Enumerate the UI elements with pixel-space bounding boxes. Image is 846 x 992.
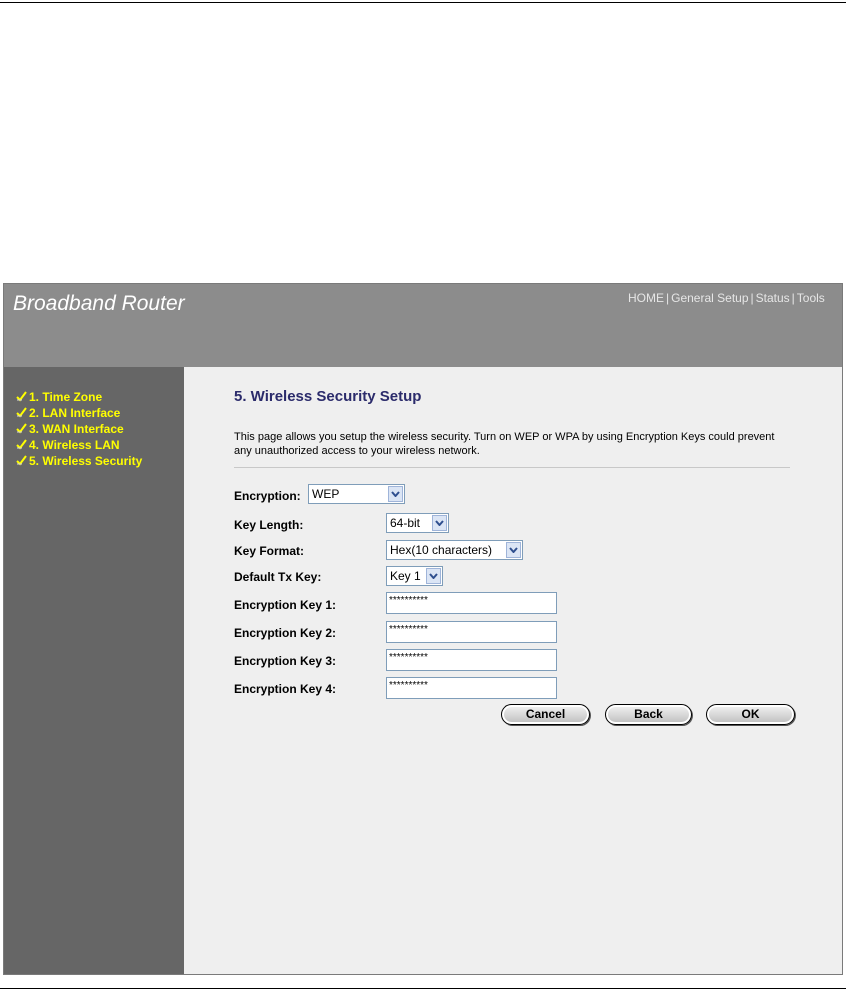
checkmark-icon [16,423,27,434]
nav-home-link[interactable]: HOME [628,291,664,305]
encryption-key-1-label: Encryption Key 1: [234,598,337,612]
checkmark-icon [16,455,27,466]
checkmark-icon [16,407,27,418]
sidebar-item-wireless-lan[interactable] [16,438,120,452]
encryption-key-2-field[interactable] [386,621,557,643]
nav-general-setup-link[interactable]: General Setup [671,291,749,305]
key-format-label: Key Format: [234,544,305,558]
encryption-key-1-value: ********** [389,595,428,606]
checkmark-icon [16,439,27,450]
sidebar-item-time-zone[interactable] [16,390,102,404]
encryption-key-3-value: ********** [389,652,428,663]
encryption-key-4-field[interactable] [386,677,557,699]
encryption-key-4-label: Encryption Key 4: [234,682,337,696]
sidebar-item-label: 5. Wireless Security [29,454,143,468]
default-tx-key-value: Key 1 [390,569,421,583]
encryption-select[interactable] [308,484,405,504]
encryption-key-2-value: ********** [389,624,428,635]
key-format-value: Hex(10 characters) [390,543,493,557]
key-format-select[interactable] [386,540,523,560]
sidebar-item-wan-interface[interactable] [16,422,124,436]
chevron-down-icon[interactable] [388,486,403,502]
encryption-label: Encryption: [234,489,301,503]
brand-title: Broadband Router [13,292,185,315]
encryption-value: WEP [312,487,340,501]
top-navigation [628,291,825,305]
checkmark-icon [16,391,27,402]
encryption-key-1-field[interactable] [386,592,557,614]
bottom-rule [0,988,846,989]
page-description: This page allows you setup the wireless security. Turn on WEP or WPA by using Encryption Keys could prevent any unauthorized access to your wireless network. [234,431,775,457]
back-button[interactable]: Back [605,704,692,725]
page-title: 5. Wireless Security Setup [234,388,422,405]
chevron-down-icon[interactable] [432,515,447,531]
default-tx-key-select[interactable] [386,566,443,586]
nav-status-link[interactable]: Status [755,291,790,305]
key-length-label: Key Length: [234,518,304,532]
encryption-key-2-label: Encryption Key 2: [234,626,337,640]
sidebar-item-wireless-security[interactable] [16,454,142,468]
chevron-down-icon[interactable] [506,542,521,558]
encryption-key-4-value: ********** [389,680,428,691]
sidebar-item-label: 1. Time Zone [29,390,103,404]
encryption-key-3-field[interactable] [386,649,557,671]
ok-button[interactable]: OK [706,704,795,725]
encryption-key-3-label: Encryption Key 3: [234,654,337,668]
key-length-select[interactable] [386,513,449,533]
divider [234,467,790,468]
sidebar-item-lan-interface[interactable] [16,406,120,420]
key-length-value: 64-bit [390,516,421,530]
default-tx-key-label: Default Tx Key: [234,570,322,584]
sidebar-item-label: 2. LAN Interface [29,406,121,420]
top-rule [0,2,846,3]
nav-separator: | [750,291,754,305]
nav-separator: | [666,291,670,305]
nav-tools-link[interactable]: Tools [796,291,825,305]
sidebar-item-label: 3. WAN Interface [29,422,124,436]
sidebar-item-label: 4. Wireless LAN [29,438,120,452]
cancel-button[interactable]: Cancel [501,704,590,725]
chevron-down-icon[interactable] [426,568,441,584]
nav-separator: | [791,291,795,305]
